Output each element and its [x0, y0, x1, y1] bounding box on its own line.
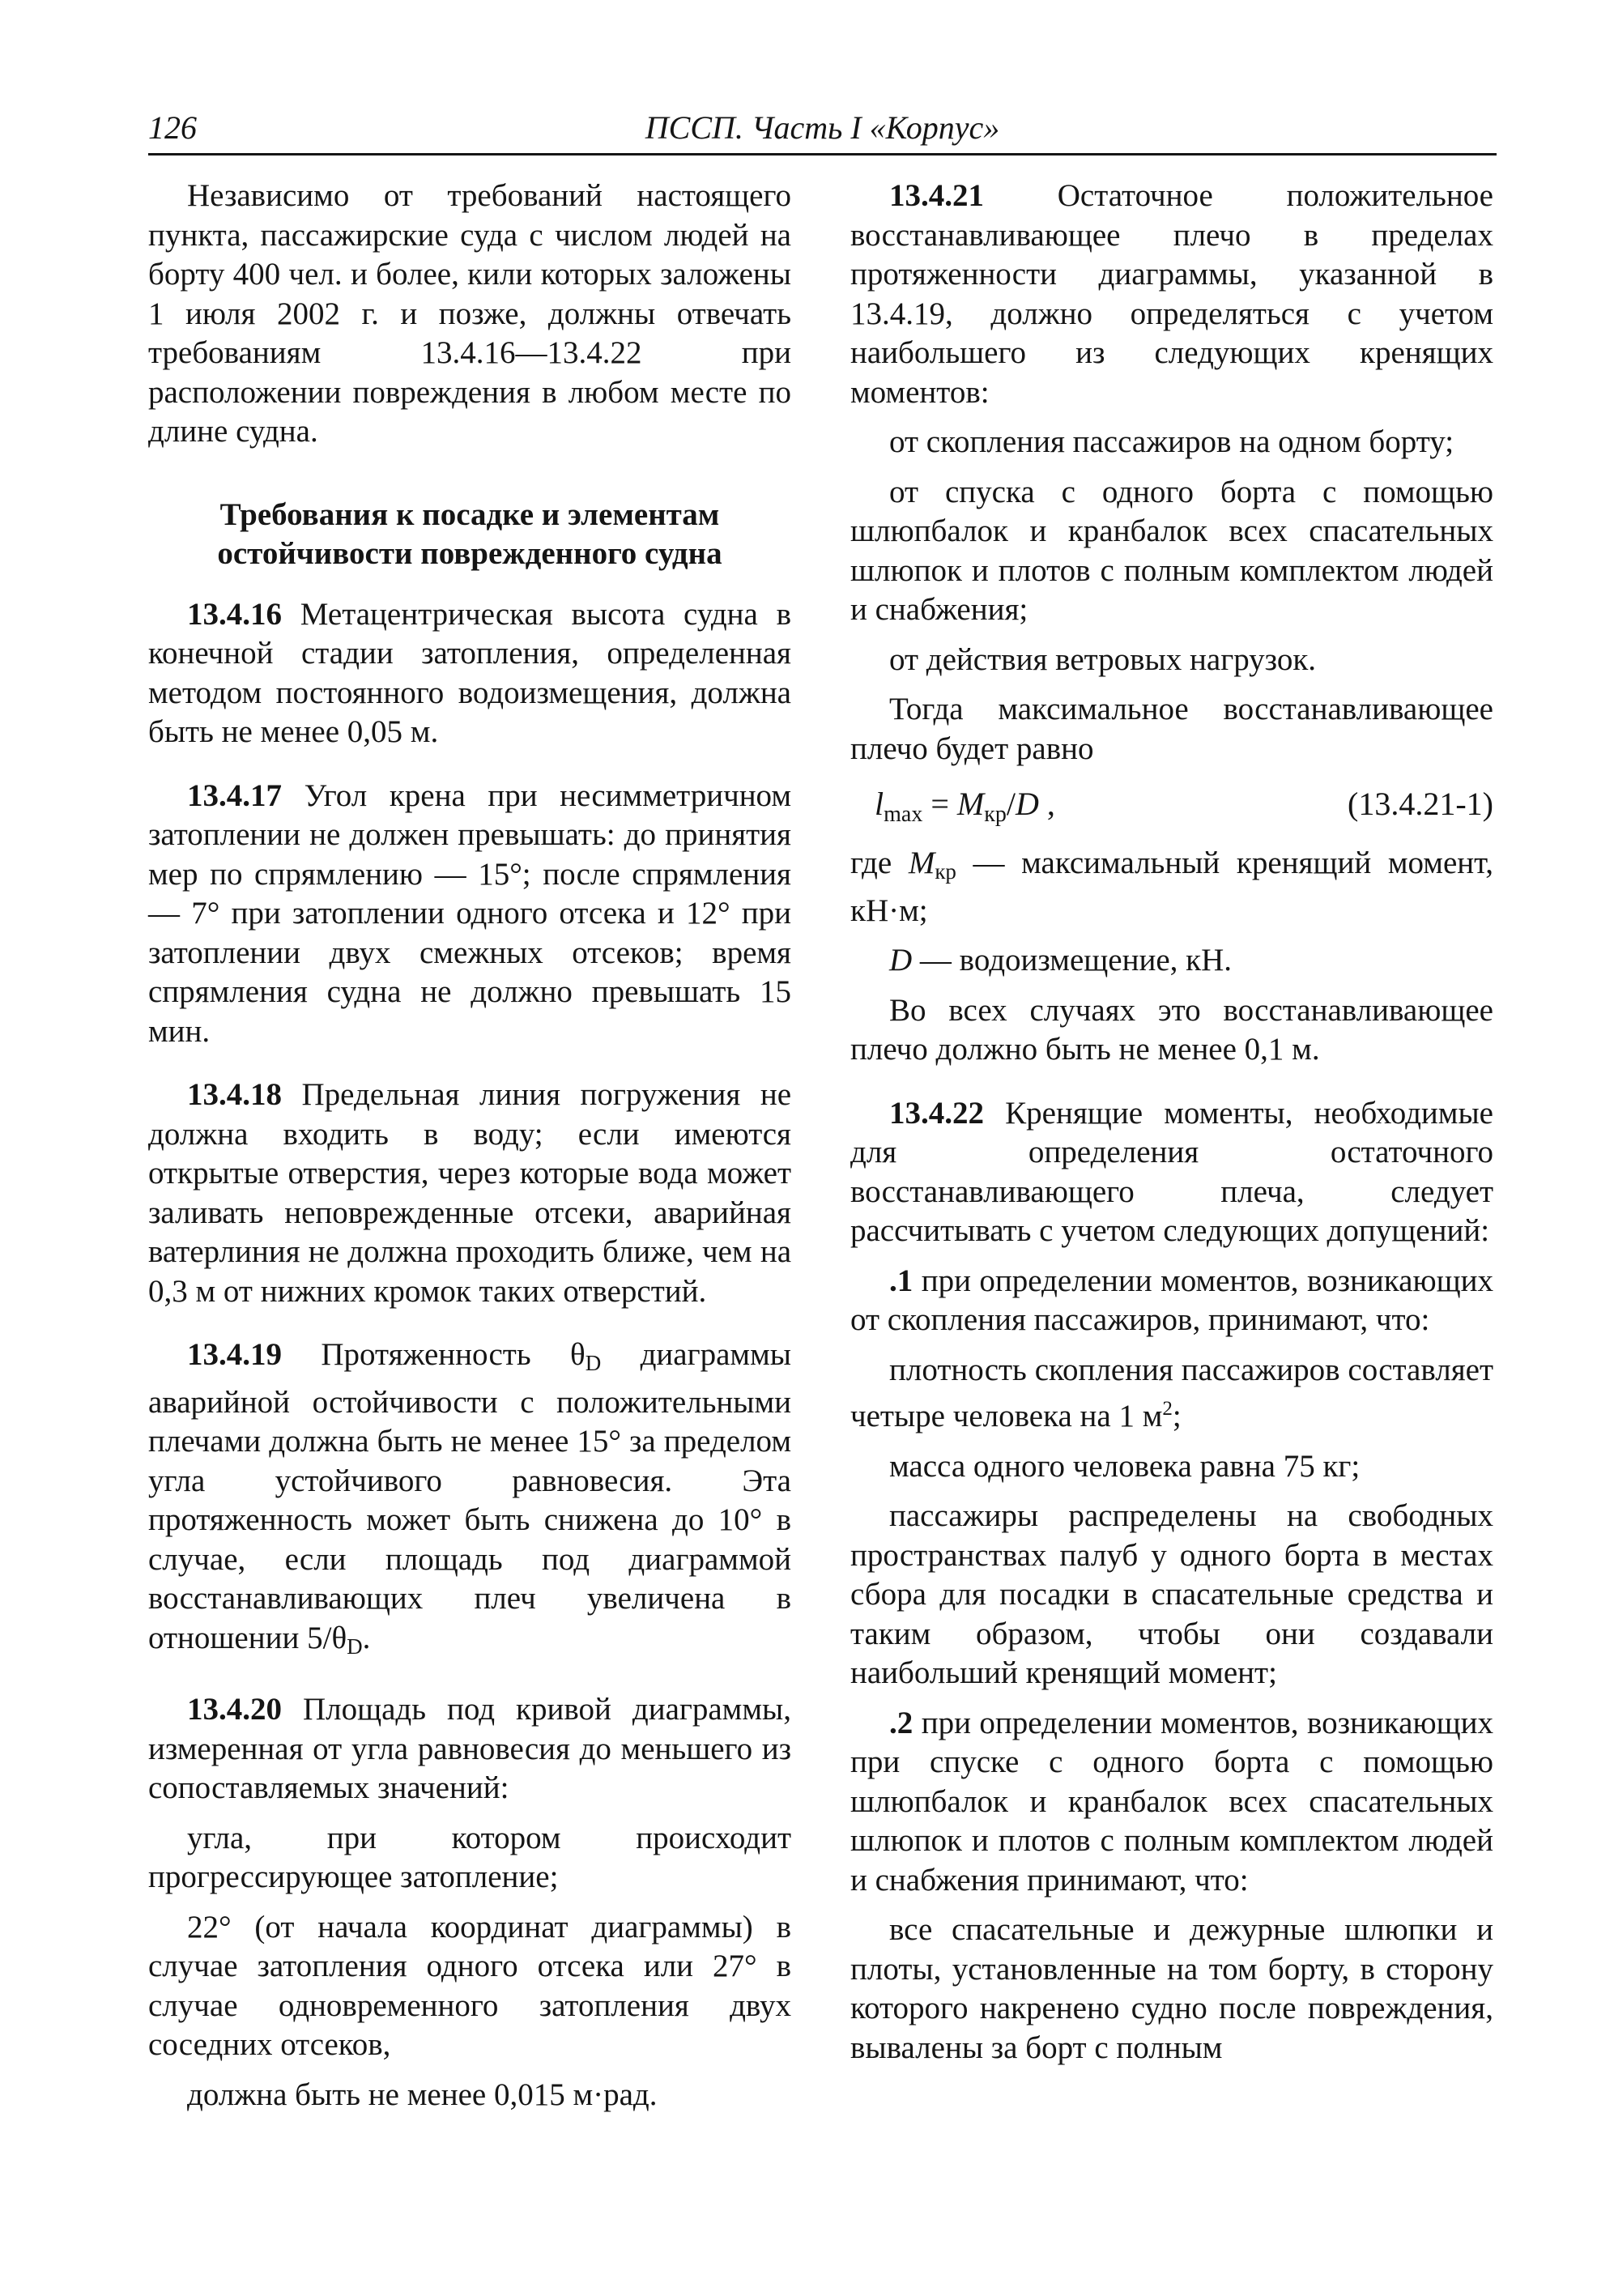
item-number: .1: [889, 1263, 913, 1298]
paragraph-13-4-21-e: Во всех случаях это восстанавливающее плечо должно быть не менее 0,1 м.: [850, 992, 1493, 1067]
running-header: [148, 109, 1497, 155]
d-definition: D — водоизмещение, кН.: [889, 943, 1233, 978]
item-number: .2: [889, 1705, 913, 1740]
paragraph-13-4-21-c: от действия ветровых нагрузок.: [889, 641, 1317, 677]
paragraph-13-4-21-d: Тогда максимальное восстанавливающее плечо будет равно: [850, 692, 1493, 766]
paragraph-13-4-22: 13.4.22 Кренящие моменты, необходимые для определения остаточного восстанавливающего плеча, следует рассчитывать с учетом следующих допущений:: [850, 1095, 1493, 1248]
section-number: 13.4.17: [187, 777, 282, 813]
page-number: 126: [148, 109, 197, 146]
where-paragraph: где Mкр — максимальный кренящий момент, кН·м;: [850, 846, 1493, 928]
section-number: 13.4.18: [187, 1077, 282, 1112]
formula-13-4-21-1: [850, 779, 1493, 829]
formula-expression: $l_{max} = M_{кр}/D$ ,: [875, 786, 1055, 827]
paragraph-13-4-17: 13.4.17 Угол крена при несимметричном затоплении не должен превышать: до принятия мер по спрямлению — 15°; после спрямления — 7° при затоплении одного отсека и 12° при затоплении двух смежных отсеков; время спрямления судна не должно превышать 15 мин.: [148, 777, 791, 1049]
right-column: [850, 177, 1493, 2078]
paragraph-13-4-18: 13.4.18 Предельная линия погружения не должна входить в воду; если имеются открытые отверстия, через которые вода может заливать неповрежденные отсеки, аварийная ватерлиния не должна проходить ближе, чем на 0,3 м от нижних кромок таких отверстий.: [148, 1077, 791, 1309]
paragraph-13-4-16: 13.4.16 Метацентрическая высота судна в конечной стадии затопления, определенная методом постоянного водоизмещения, должна быть не менее 0,05 м.: [148, 596, 791, 749]
section-number: 13.4.19: [187, 1337, 282, 1372]
item-2-a: все спасательные и дежурные шлюпки и плоты, установленные на том борту, в сторону которого накренено судно после повреждения, вывалены за борт с полным: [850, 1912, 1493, 2065]
section-number: 13.4.16: [187, 596, 282, 632]
item-1: .1 при определении моментов, возникающих от скопления пассажиров, принимают, что:: [850, 1263, 1493, 1337]
paragraph-13-4-20-a: угла, при котором происходит прогрессирующее затопление;: [148, 1820, 791, 1894]
section-number: 13.4.22: [889, 1095, 984, 1131]
section-number: 13.4.21: [889, 178, 984, 213]
paragraph-13-4-21: 13.4.21 Остаточное положительное восстанавливающее плечо в пределах протяженности диаграммы, указанной в 13.4.19, должно определяться с учетом наибольшего из следующих кренящих моментов:: [850, 178, 1493, 410]
item-1-b: масса одного человека равна 75 кг;: [889, 1448, 1361, 1484]
paragraph-13-4-20: 13.4.20 Площадь под кривой диаграммы, измеренная от угла равновесия до меньшего из сопоставляемых значений:: [148, 1692, 791, 1805]
paragraph-13-4-19: 13.4.19 Протяженность θD диаграммы аварийной остойчивости с положительными плечами должна быть не менее 15° за пределом угла устойчивого равновесия. Эта протяженность может быть снижена до 10° в случае, если площадь под диаграммой восстанавливающих плеч увеличена в отношении 5/θD.: [148, 1337, 791, 1659]
section-number: 13.4.20: [187, 1692, 282, 1727]
item-2: .2 при определении моментов, возникающих при спуске с одного борта с помощью шлюпбалок и кранбалок всех спасательных шлюпок и плотов с полным комплектом людей и снабжения принимают, что:: [850, 1705, 1493, 1898]
paragraph-13-4-20-c: должна быть не менее 0,015 м·рад.: [187, 2077, 658, 2112]
item-1-c: пассажиры распределены на свободных пространствах палуб у одного борта в местах сбора для посадки в спасательные средства и таким образом, чтобы они создавали наибольший кренящий момент;: [850, 1498, 1493, 1690]
section-heading: Требования к посадке и элементам остойчивости поврежденного судна: [217, 496, 722, 571]
paragraph-13-4-21-b: от спуска с одного борта с помощью шлюпбалок и кранбалок всех спасательных шлюпок и плотов с полным комплектом людей и снабжения;: [850, 474, 1493, 627]
paragraph-13-4-21-a: от скопления пассажиров на одном борту;: [889, 424, 1454, 459]
equation-number: (13.4.21-1): [1348, 786, 1493, 822]
left-column: [148, 177, 791, 2125]
paragraph-13-4-20-b: 22° (от начала координат диаграммы) в случае затопления одного отсека или 27° в случае одновременного затопления двух соседних отсеков,: [148, 1909, 791, 2062]
item-1-a: плотность скопления пассажиров составляет четыре человека на 1 $м^2$;: [850, 1352, 1493, 1433]
intro-paragraph: Независимо от требований настоящего пункта, пассажирские суда с числом людей на борту 400 чел. и более, кили которых заложены 1 июля 2002 г. и позже, должны отвечать требованиям 13.4.16—13.4.22 при расположении повреждения в любом месте по длине судна.: [148, 178, 791, 449]
running-title: ПССП. Часть I «Корпус»: [645, 109, 1000, 146]
header-rule: [148, 153, 1497, 155]
